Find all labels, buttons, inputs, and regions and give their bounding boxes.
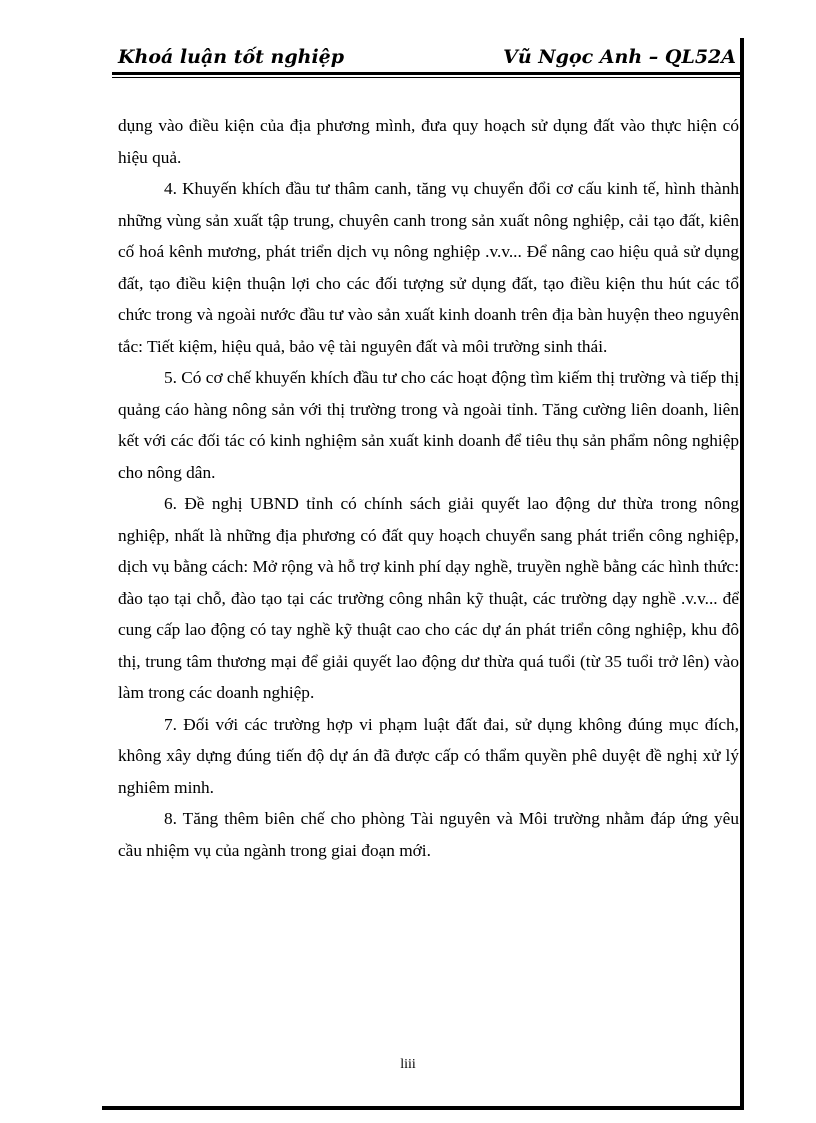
- header-rule-thick: [112, 72, 742, 75]
- paragraph-item-7: 7. Đối với các trường hợp vi phạm luật đất đai, sử dụng không đúng mục đích, không xây dựng đúng tiến độ dự án đã được cấp có thẩm quyền phê duyệt đề nghị xử lý nghiêm minh.: [118, 714, 739, 797]
- page-number: liii: [400, 1057, 416, 1072]
- header-author: Vũ Ngọc Anh – QL52A: [503, 46, 736, 68]
- paragraph-item-8: 8. Tăng thêm biên chế cho phòng Tài nguyên và Môi trường nhằm đáp ứng yêu cầu nhiệm vụ của ngành trong giai đoạn mới.: [118, 809, 739, 860]
- paragraph-item-5: 5. Có cơ chế khuyến khích đầu tư cho các hoạt động tìm kiếm thị trường và tiếp thị quảng cáo hàng nông sản với thị trường trong và ngoài tỉnh. Tăng cường liên doanh, liên kết với các đối tác có kinh nghiệm sản xuất kinh doanh để tiêu thụ sản phẩm nông nghiệp cho nông dân.: [118, 368, 739, 482]
- paragraph-item-4: 4. Khuyến khích đầu tư thâm canh, tăng vụ chuyển đổi cơ cấu kinh tế, hình thành những vùng sản xuất tập trung, chuyên canh trong sản xuất nông nghiệp, cải tạo đất, kiên cố hoá kênh mương, phát triển dịch vụ nông nghiệp .v.v... Để nâng cao hiệu quả sử dụng đất, tạo điều kiện thuận lợi cho các đối tượng sử dụng đất, tạo điều kiện thu hút các tổ chức trong và ngoài nước đầu tư vào sản xuất kinh doanh trên địa bàn huyện theo nguyên tắc: Tiết kiệm, hiệu quả, bảo vệ tài nguyên đất và môi trường sinh thái.: [118, 179, 739, 356]
- header-thesis-title: Khoá luận tốt nghiệp: [118, 46, 345, 68]
- paragraph-continuation: dụng vào điều kiện của địa phương mình, đưa quy hoạch sử dụng đất vào thực hiện có hiệu quả.: [118, 116, 739, 167]
- body-text: [118, 110, 739, 866]
- header-rule-thin: [112, 77, 742, 78]
- page-header: [112, 42, 740, 70]
- paragraph-item-6: 6. Đề nghị UBND tỉnh có chính sách giải quyết lao động dư thừa trong nông nghiệp, nhất là những địa phương có đất quy hoạch chuyển sang phát triển công nghiệp, dịch vụ bằng cách: Mở rộng và hỗ trợ kinh phí dạy nghề, truyền nghề bằng các hình thức: đào tạo tại chỗ, đào tạo tại các trường công nhân kỹ thuật, các trường dạy nghề .v.v... để cung cấp lao động có tay nghề kỹ thuật cao cho các dự án phát triển công nghiệp, khu đô thị, trung tâm thương mại để giải quyết lao động dư thừa quá tuổi (từ 35 tuổi trở lên) vào làm trong các doanh nghiệp.: [118, 494, 739, 702]
